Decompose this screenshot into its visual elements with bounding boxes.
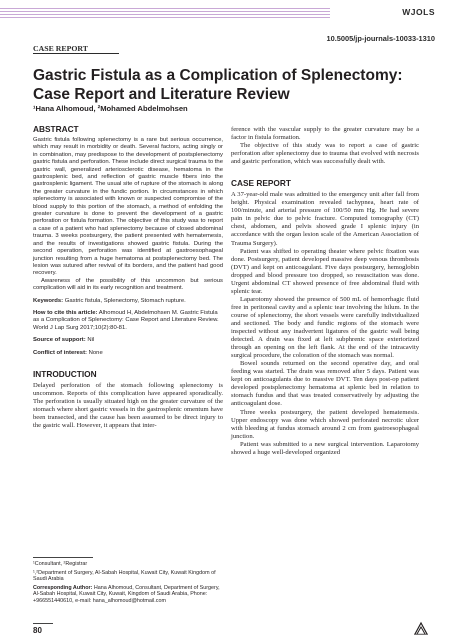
keywords-text: Gastric fistula, Splenectomy, Stomach rupture. <box>64 297 186 304</box>
conflict-of-interest <box>33 350 223 357</box>
case-report-heading: CASE REPORT <box>231 178 291 189</box>
footnote-roles: ¹Consultant, ²Registrar <box>33 561 88 567</box>
case-paragraph-3: Laparotomy showed the presence of 500 mL of hemorrhagic fluid free in peritoneal cavity and a splenic tear involving the hilum. In the course of splenectomy, the short vessels were carefully individualized and sectioned. The body and fundic regions of the stomach were inspected without any inadvertent ligatures of the gastric wall being detected. A drain was fixed at left subphrenic space exteriorized through an opening on the left flank. At the end of the intracavity surgical procedure, the coloration of the stomach was normal. <box>231 295 419 360</box>
correspondence-text: Hana Alhomoud, Consultant, Department of Surgery, Al-Sabah Hospital, Kuwait City, Kuwait, Kingdom of Saudi Arabia, Phone: +966551440610, e-mail: hana_alhomoud@hotmail.com <box>33 584 220 604</box>
abstract-heading: ABSTRACT <box>33 124 79 134</box>
article-title: Gastric Fistula as a Complication of Splenectomy: Case Report and Literature Review <box>33 67 403 103</box>
section-label: CASE REPORT <box>33 44 88 53</box>
introduction-text: Delayed perforation of the stomach following splenectomy is uncommon. Reports of this complication have appeared sporadically. The perforation is usually situated high on the greater curvature of the stomach where short gastric vessels in the gastrosplenic omentum have been transected, and the cause has been assumed to be direct injury to the gastric wall. However, it appears that inter- <box>33 381 223 430</box>
footnote-correspondence <box>33 585 223 605</box>
keywords-label: Keywords: <box>33 297 64 304</box>
case-paragraph-5: Three weeks postsurgery, the patient developed hematemesis. Upper endoscopy was done which showed perforated necrotic ulcer with bleeding at fundus stomach around 2 cm from gastroesophageal junction. <box>231 408 419 440</box>
citation-label: How to cite this article: <box>33 309 98 316</box>
case-paragraph-4: Bowel sounds returned on the second operative day, and oral feeding was started. The drain was removed after 5 days. Patient was kept on anticoagulants due to massive DVT. Ten days post-op patient developed postsplenectomy hematoma at splenic bed in relation to stomach fundus and that was treated conservatively by adjusting the anticoagulant dose. <box>231 360 419 408</box>
journal-name: WJOLS <box>402 7 435 17</box>
correspondence-label: Corresponding Author: <box>33 584 93 591</box>
abstract-para-1: Gastric fistula following splenectomy is a rare but serious occurrence, which may result in morbidity or death. Several factors, acting singly or in combination, may predispose to the development of postsplenectomy gastric fistula and perforation. These include direct surgical trauma to the gastric wall, generalized arteriosclerotic disease, hematoma in the gastrosplenic bed, and reflection of gastric muscle fibers into the gastrosplenic ligament. The usual site of rupture of the stomach is along the greater curvature in the fundic portion. In circumstances in which splenectomy is associated with known or suspected compromise of the blood supply to this portion of the stomach, a method of enfolding the greater curvature is done to prevent the development of a gastric perforation or fistula formation. The objective of this study was to report a case of a patient who had splenectomy because of closed abdominal trauma. 3 weeks postsurgery, the patient presented with hematemesis, and the results of investigations showed gastric fistula. During the second operation, perforation was identified at gastroesophageal junction resulting from a huge hematoma at postsplenectomy bed. The lesion was sutured after revival of its borders, and the patient had good recovery. <box>33 137 223 277</box>
objective-paragraph: The objective of this study was to report a case of gastric perforation after splenectomy due to trauma that evolved with necrosis and gastric perforation, which was successfully dealt with. <box>231 142 419 166</box>
support-label: Source of support: <box>33 337 86 344</box>
section-rule <box>33 53 119 54</box>
authors: ¹Hana Alhomoud, ²Mohamed Abdelmohsen <box>33 104 188 113</box>
introduction-continued: ference with the vascular supply to the greater curvature may be a factor in fistula formation. <box>231 126 419 142</box>
source-of-support <box>33 337 223 344</box>
footnotes <box>33 561 223 607</box>
footnote-affiliation: ¹,²Department of Surgery, Al-Sabah Hospital, Kuwait City, Kuwait Kingdom of Saudi Arabia <box>33 569 216 583</box>
conflict-label: Conflict of interest: <box>33 349 87 356</box>
abstract-para-2: Awareness of the possibility of this uncommon but serious complication will aid in its early recognition and treatment. <box>33 277 223 292</box>
case-paragraph-6: Patient was submitted to a new surgical intervention. Laparotomy showed a huge well-developed organized <box>231 440 419 456</box>
doi[interactable]: 10.5005/jp-journals-10033-1310 <box>326 34 435 43</box>
page-number: 80 <box>33 626 42 635</box>
left-column <box>33 124 223 430</box>
footnote-rule <box>33 557 93 558</box>
keywords <box>33 298 223 305</box>
jaypee-logo-icon <box>413 621 429 635</box>
conflict-value: None <box>88 349 103 356</box>
citation <box>33 310 223 332</box>
support-value: Nil <box>87 337 95 344</box>
right-column <box>231 126 419 457</box>
citation-text: Alhomoud H, Abdelmohsen M. Gastric Fistula as a Complication of Splenectomy: Case Report and Literature Review. World J Lap Surg 2017;10(2):80-81. <box>33 309 219 331</box>
header-bar <box>0 0 449 28</box>
case-paragraph-1: A 37-year-old male was admitted to the emergency unit after fall from height. Physical examination revealed tachypnea, heart rate of 100/minute, and arterial pressure of 100/50 mm Hg. He had severe pain in pelvic due to pelvic fracture. Computed tomography (CT) chest, abdomen, and pelvis showed grade I splenic injury (in accordance with the organ lesion scale of the American Association of Trauma Surgery). <box>231 191 419 247</box>
header-stripe <box>0 8 330 20</box>
case-paragraph-2: Patient was shifted to operating theater where pelvic fixation was done. Postsurgery, patient developed massive deep venous thrombosis (DVT) and kept on anticoagulant. Five days postsurgery, hemoglobin dropped and blood pressure too dropped, so resuscitation was done. Urgent abdominal CT showed presence of free abdominal fluid with splenic tear. <box>231 247 419 295</box>
introduction-heading: INTRODUCTION <box>33 368 97 379</box>
page-number-rule <box>33 623 53 624</box>
